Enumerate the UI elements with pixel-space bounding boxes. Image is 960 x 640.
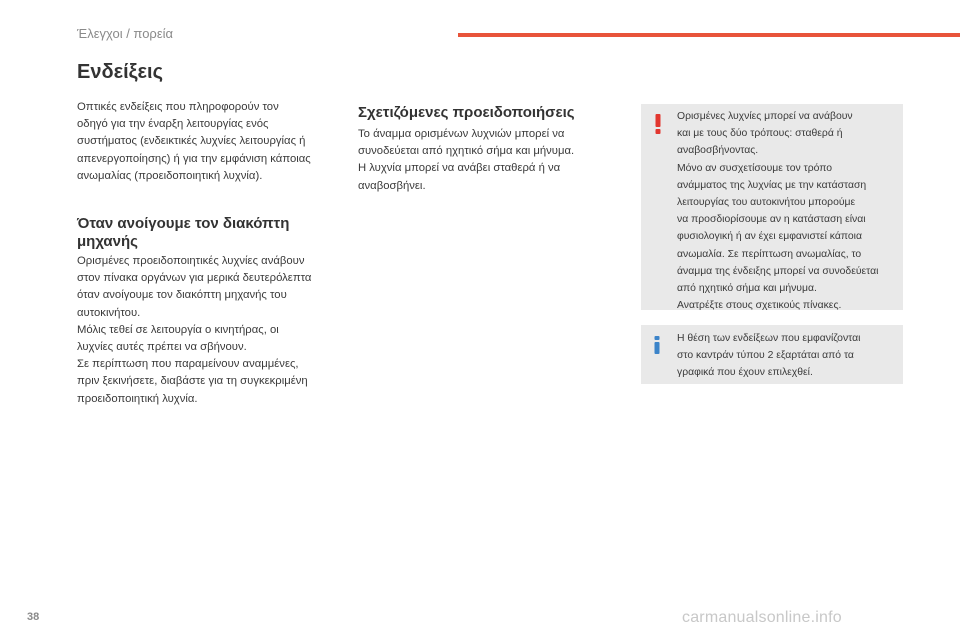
related-line: αναβοσβήνει. [358, 179, 426, 192]
ignition-line: προειδοποιητική λυχνία. [77, 392, 198, 405]
warning-note-line: άναμμα της ένδειξης μπορεί να συνοδεύεται [677, 265, 879, 277]
warning-note-line: φυσιολογική ή αν έχει εμφανιστεί κάποια [677, 231, 862, 243]
related-line: συνοδεύεται από ηχητικό σήμα και μήνυμα. [358, 145, 575, 158]
warning-note-line: ανάμματος της λυχνίας με την κατάσταση [677, 179, 867, 191]
section-heading-line: μηχανής [77, 233, 138, 250]
info-note-line: Η θέση των ενδείξεων που εμφανίζονται [677, 333, 861, 344]
section-heading-ignition [77, 215, 347, 251]
warning-note-line: ανωμαλία. Σε περίπτωση ανωμαλίας, το [677, 248, 862, 260]
ignition-line: Μόλις τεθεί σε λειτουργία ο κινητήρας, οι [77, 323, 279, 336]
ignition-line: όταν ανοίγουμε τον διακόπτη μηχανής του [77, 289, 287, 302]
ignition-line: στον πίνακα οργάνων για μερικά δευτερόλεπτα [77, 272, 312, 285]
ignition-line: Σε περίπτωση που παραμείνουν αναμμένες, [77, 358, 299, 371]
page-number: 38 [27, 611, 40, 623]
warning-note-text [677, 108, 903, 314]
watermark: carmanualsonline.info [682, 609, 842, 626]
related-line: Η λυχνία μπορεί να ανάβει σταθερά ή να [358, 162, 561, 175]
warning-note-line: από ηχητικό σήμα και μήνυμα. [677, 283, 817, 295]
exclamation-icon [654, 114, 662, 134]
header-title: Έλεγχοι / πορεία [77, 26, 174, 41]
warning-note-line: να προσδιορίσουμε αν η κατάσταση είναι [677, 214, 866, 226]
ignition-line: λυχνίες αυτές πρέπει να σβήνουν. [77, 341, 247, 354]
warning-note-line: Μόνο αν συσχετίσουμε τον τρόπο [677, 162, 833, 174]
header-accent-rule [458, 33, 960, 37]
warning-note-line: Ανατρέξτε στους σχετικούς πίνακες. [677, 300, 842, 312]
intro-line: Οπτικές ενδείξεις που πληροφορούν τον [77, 101, 279, 113]
info-note-line: γραφικά που έχουν επιλεχθεί. [677, 367, 813, 379]
intro-line: απενεργοποίησης) ή για την εμφάνιση κάποιας [77, 152, 311, 165]
info-note-text [677, 330, 903, 382]
warning-note-line: αναβοσβήνοντας. [677, 145, 759, 157]
related-line: Το άναμμα ορισμένων λυχνιών μπορεί να [358, 128, 565, 140]
related-paragraph [358, 126, 618, 195]
intro-line: συστήματος (ενδεικτικές λυχνίες λειτουργίας ή [77, 135, 306, 148]
intro-line: οδηγό για την έναρξη λειτουργίας ενός [77, 118, 269, 131]
intro-paragraph [77, 99, 347, 185]
info-icon [653, 336, 661, 354]
section-heading-related: Σχετιζόμενες προειδοποιήσεις [358, 104, 575, 121]
ignition-paragraph [77, 253, 347, 408]
warning-note-line: λειτουργίας του αυτοκινήτου μπορούμε [677, 197, 856, 209]
info-note-line: στο καντράν τύπου 2 εξαρτάται από τα [677, 350, 854, 362]
page-heading: Ενδείξεις [77, 61, 163, 83]
intro-line: ανωμαλίας (προειδοποιητική λυχνία). [77, 169, 263, 182]
ignition-line: Ορισμένες προειδοποιητικές λυχνίες ανάβουν [77, 255, 305, 267]
ignition-line: πριν ξεκινήσετε, διαβάστε για τη συγκεκριμένη [77, 375, 308, 388]
ignition-line: αυτοκινήτου. [77, 306, 141, 319]
warning-note-line: και με τους δύο τρόπους: σταθερά ή [677, 128, 843, 140]
section-heading-line: Όταν ανοίγουμε τον διακόπτη [77, 215, 290, 232]
warning-note-line: Ορισμένες λυχνίες μπορεί να ανάβουν [677, 111, 853, 122]
